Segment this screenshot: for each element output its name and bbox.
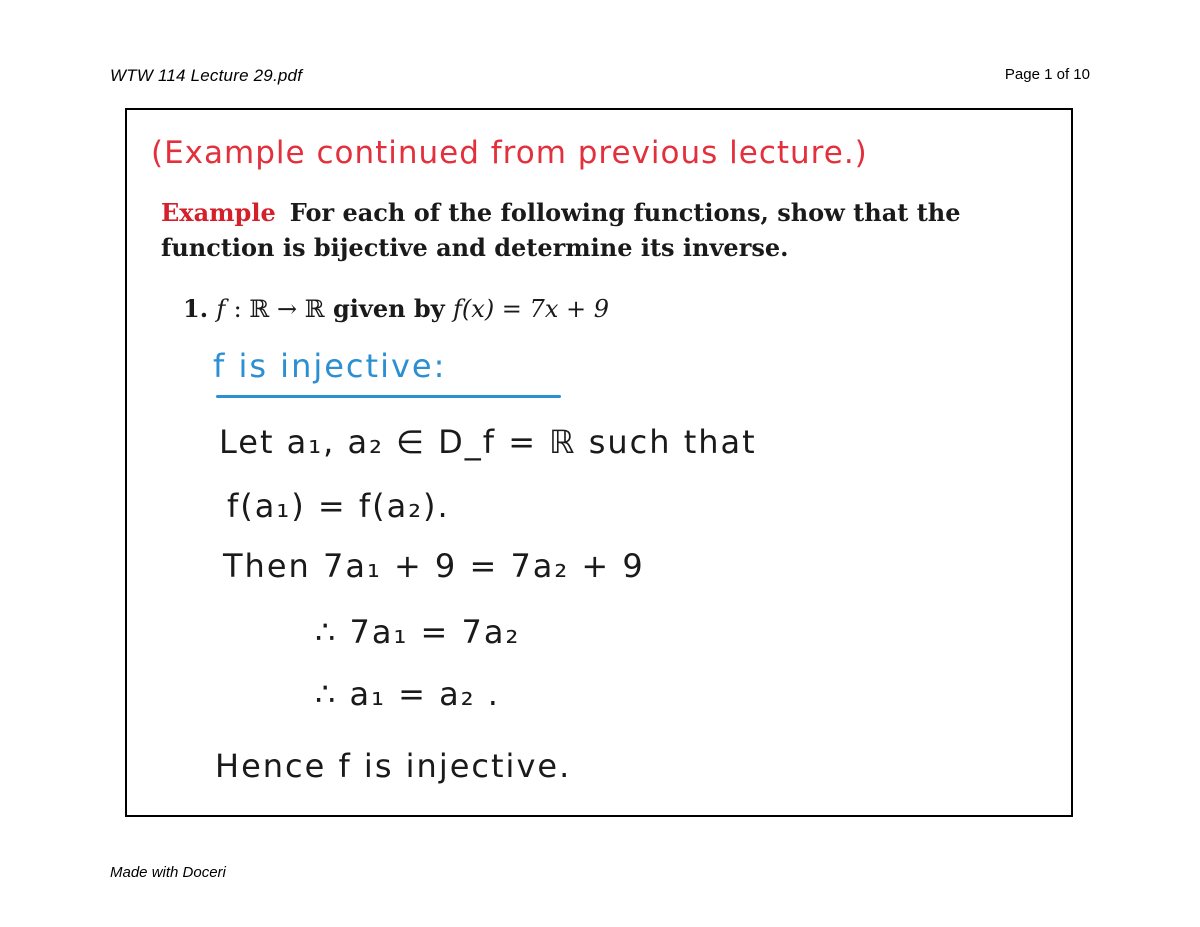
example-statement bbox=[161, 196, 961, 266]
proof-line-6: Hence f is injective. bbox=[215, 747, 572, 785]
proof-line-1: Let a₁, a₂ ∈ D_f = ℝ such that bbox=[219, 423, 757, 461]
injective-heading: f is injective: bbox=[213, 347, 447, 385]
heading-underline bbox=[216, 395, 561, 398]
proof-line-4: ∴ 7a₁ = 7a₂ bbox=[315, 613, 521, 651]
item-1-statement bbox=[183, 292, 609, 327]
function-symbol: f bbox=[216, 295, 226, 323]
page-counter: Page 1 of 10 bbox=[1004, 66, 1090, 83]
proof-line-5: ∴ a₁ = a₂ . bbox=[315, 675, 500, 713]
proof-line-2: f(a₁) = f(a₂). bbox=[227, 487, 450, 525]
example-label: Example bbox=[161, 198, 276, 227]
handwritten-continuation-note: (Example continued from previous lecture.) bbox=[151, 135, 868, 171]
example-line-1: For each of the following functions, show that the bbox=[289, 198, 961, 227]
item-1-number: 1. bbox=[183, 294, 209, 323]
proof-line-3: Then 7a₁ + 9 = 7a₂ + 9 bbox=[223, 547, 645, 585]
slide-page bbox=[125, 108, 1073, 817]
footer-credit: Made with Doceri bbox=[110, 864, 226, 881]
given-by-text: given by bbox=[333, 294, 445, 323]
function-mapping: : ℝ → ℝ bbox=[233, 295, 325, 323]
document-title: WTW 114 Lecture 29.pdf bbox=[110, 66, 303, 85]
function-formula: f(x) = 7x + 9 bbox=[453, 295, 609, 323]
example-line-2: function is bijective and determine its inverse. bbox=[161, 232, 789, 262]
